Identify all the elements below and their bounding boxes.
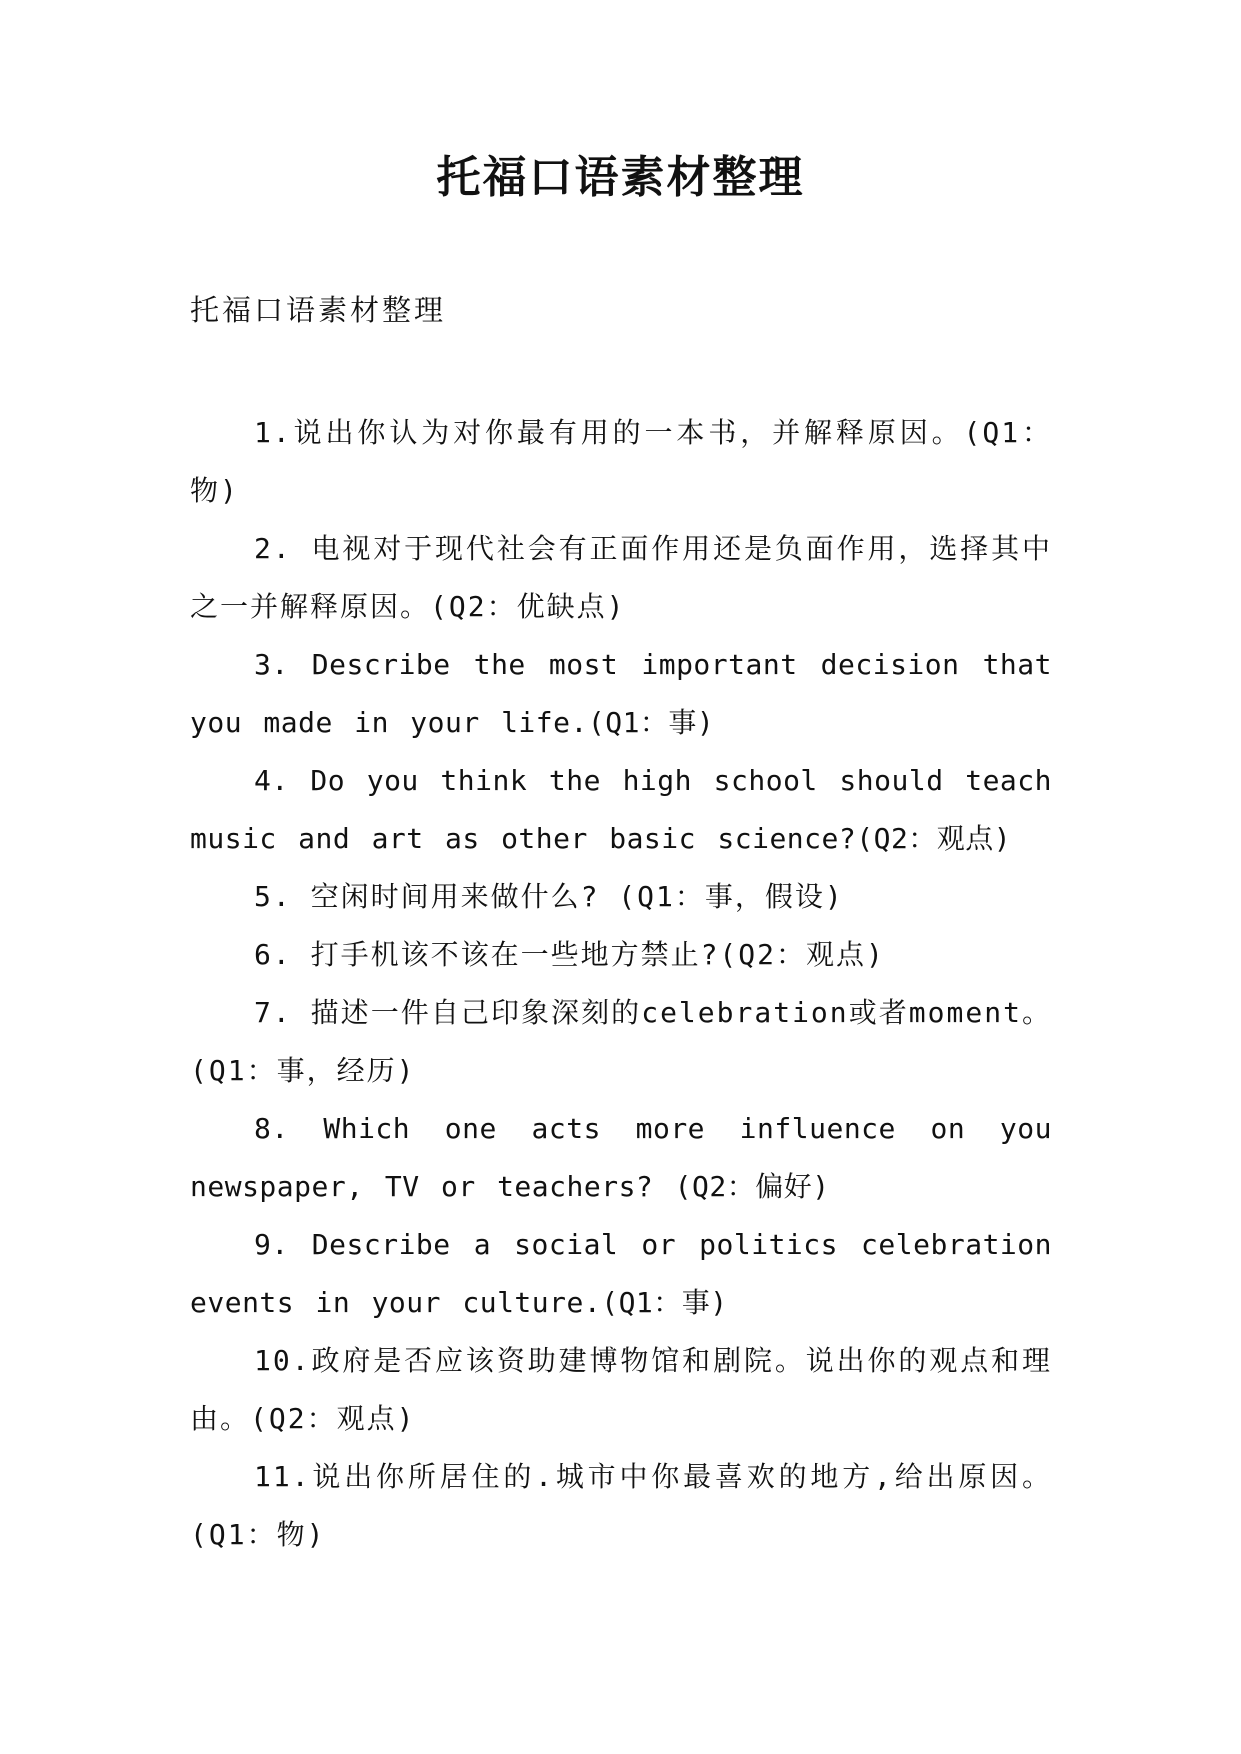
question-item: 5. 空闲时间用来做什么? (Q1：事，假设) bbox=[254, 880, 844, 913]
question-item: 4. Do you think the high school should teach music and art as other basic science?(Q2：观点) bbox=[190, 764, 1052, 855]
question-item: 3. Describe the most important decision that you made in your life.(Q1：事) bbox=[190, 648, 1052, 739]
question-item: 2. 电视对于现代社会有正面作用还是负面作用，选择其中之一并解释原因。(Q2：优缺点) bbox=[190, 532, 1052, 623]
question-item: 9. Describe a social or politics celebration events in your culture.(Q1：事) bbox=[190, 1228, 1052, 1319]
question-list bbox=[190, 404, 1052, 1564]
question-item: 8. Which one acts more influence on you newspaper, TV or teachers? (Q2：偏好) bbox=[190, 1112, 1052, 1203]
document-subtitle: 托福口语素材整理 bbox=[190, 293, 447, 327]
question-item: 7. 描述一件自己印象深刻的celebration或者moment。(Q1：事，经历) bbox=[190, 996, 1052, 1087]
question-item: 6. 打手机该不该在一些地方禁止?(Q2：观点) bbox=[254, 938, 885, 971]
question-item: 10.政府是否应该资助建博物馆和剧院。说出你的观点和理由。(Q2：观点) bbox=[190, 1344, 1052, 1435]
document-title: 托福口语素材整理 bbox=[436, 152, 805, 203]
question-item: 11.说出你所居住的.城市中你最喜欢的地方,给出原因。(Q1：物) bbox=[190, 1460, 1052, 1551]
question-item: 1.说出你认为对你最有用的一本书，并解释原因。(Q1：物) bbox=[190, 416, 1052, 507]
